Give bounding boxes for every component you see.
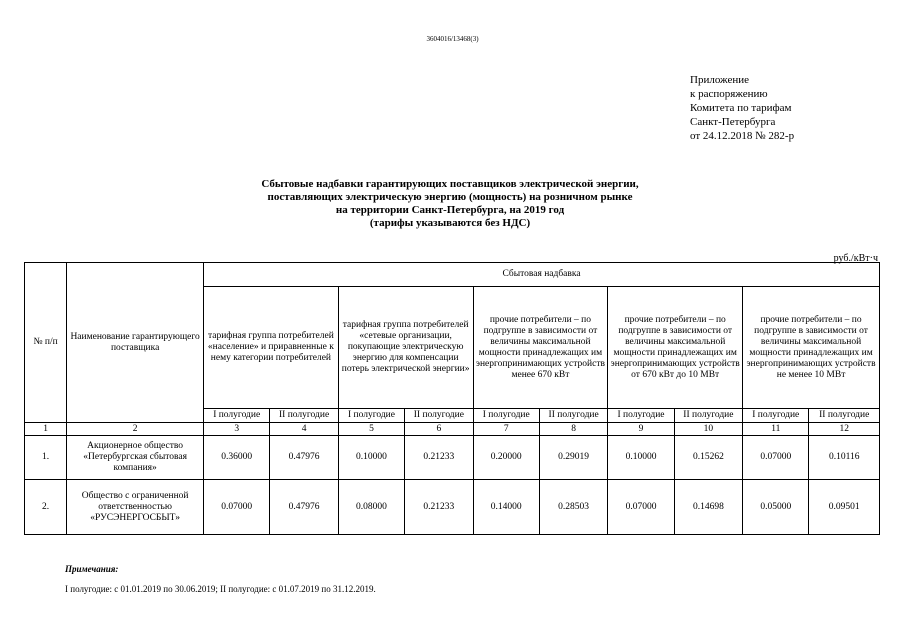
table-row [25,436,880,480]
tariff-value: 0.10116 [809,436,880,480]
tariff-value: 0.20000 [473,436,539,480]
notes-text: I полугодие: с 01.01.2019 по 30.06.2019; II полугодие: с 01.07.2019 по 31.12.2019. [65,584,376,594]
tariff-table [24,262,880,535]
tariff-value: 0.47976 [270,480,338,535]
appendix-line: Санкт-Петербурга [690,116,776,128]
table-row [25,480,880,535]
header-half-2: II полугодие [539,409,607,423]
header-half-1: I полугодие [608,409,674,423]
tariff-value: 0.10000 [608,436,674,480]
header-half-1: I полугодие [338,409,404,423]
appendix-header [690,73,794,143]
column-number: 9 [608,423,674,436]
column-number: 1 [25,423,67,436]
header-group-670kw-10mw: прочие потребители – по подгруппе в зависимости от величины максимальной мощности принадлежащих им энергопринимающих устройств от 670 кВт до 10 МВт [608,287,743,409]
header-half-1: I полугодие [743,409,809,423]
tariff-value: 0.05000 [743,480,809,535]
tariff-value: 0.08000 [338,480,404,535]
header-half-1: I полугодие [473,409,539,423]
column-number: 2 [67,423,204,436]
row-number: 1. [25,436,67,480]
tariff-value: 0.21233 [405,436,473,480]
header-group-over-10mw: прочие потребители – по подгруппе в зависимости от величины максимальной мощности принадлежащих им энергопринимающих устройств не менее 10 МВт [743,287,880,409]
tariff-value: 0.21233 [405,480,473,535]
notes-title: Примечания: [65,564,119,574]
header-half-2: II полугодие [405,409,473,423]
header-group-population: тарифная группа потребителей «население» и приравненные к нему категории потребителей [204,287,339,409]
header-group-under-670kw: прочие потребители – по подгруппе в зависимости от величины максимальной мощности принадлежащих им энергопринимающих устройств менее 670 кВт [473,287,608,409]
header-markup: Сбытовая надбавка [204,263,880,287]
column-number: 3 [204,423,270,436]
column-number: 6 [405,423,473,436]
header-half-2: II полугодие [809,409,880,423]
tariff-value: 0.14000 [473,480,539,535]
header-half-2: II полугодие [270,409,338,423]
tariff-value: 0.36000 [204,436,270,480]
column-number: 4 [270,423,338,436]
header-no: № п/п [25,263,67,423]
unit-label: руб./кВт·ч [833,253,878,264]
tariff-value: 0.07000 [204,480,270,535]
header-supplier-name: Наименование гарантирующего поставщика [67,263,204,423]
appendix-line: от 24.12.2018 № 282-р [690,130,795,142]
supplier-name: Акционерное общество «Петербургская сбытовая компания» [67,436,204,480]
title-line: поставляющих электрическую энергию (мощность) на розничном рынке [267,191,633,203]
column-number: 8 [539,423,607,436]
column-number: 10 [674,423,742,436]
header-half-1: I полугодие [204,409,270,423]
supplier-name: Общество с ограниченной ответственностью «РУСЭНЕРГОСБЫТ» [67,480,204,535]
column-number: 12 [809,423,880,436]
column-number: 7 [473,423,539,436]
tariff-value: 0.07000 [743,436,809,480]
tariff-value: 0.09501 [809,480,880,535]
appendix-line: к распоряжению [690,88,768,100]
title-line: Сбытовые надбавки гарантирующих поставщиков электрической энергии, [261,178,639,190]
header-half-2: II полугодие [674,409,742,423]
document-id: 3604016/13468(3) [426,35,479,43]
title-line: на территории Санкт-Петербурга, на 2019 год [335,204,565,216]
title-line: (тарифы указываются без НДС) [369,217,531,229]
column-number: 11 [743,423,809,436]
column-number: 5 [338,423,404,436]
tariff-value: 0.29019 [539,436,607,480]
tariff-value: 0.15262 [674,436,742,480]
tariff-value: 0.28503 [539,480,607,535]
appendix-line: Комитета по тарифам [690,102,792,114]
tariff-value: 0.07000 [608,480,674,535]
header-group-network: тарифная группа потребителей «сетевые организации, покупающие электрическую энергию для компенсации потерь электрической энергии» [338,287,473,409]
tariff-value: 0.47976 [270,436,338,480]
row-number: 2. [25,480,67,535]
tariff-value: 0.10000 [338,436,404,480]
document-title [150,178,750,230]
appendix-line: Приложение [690,74,750,86]
tariff-value: 0.14698 [674,480,742,535]
